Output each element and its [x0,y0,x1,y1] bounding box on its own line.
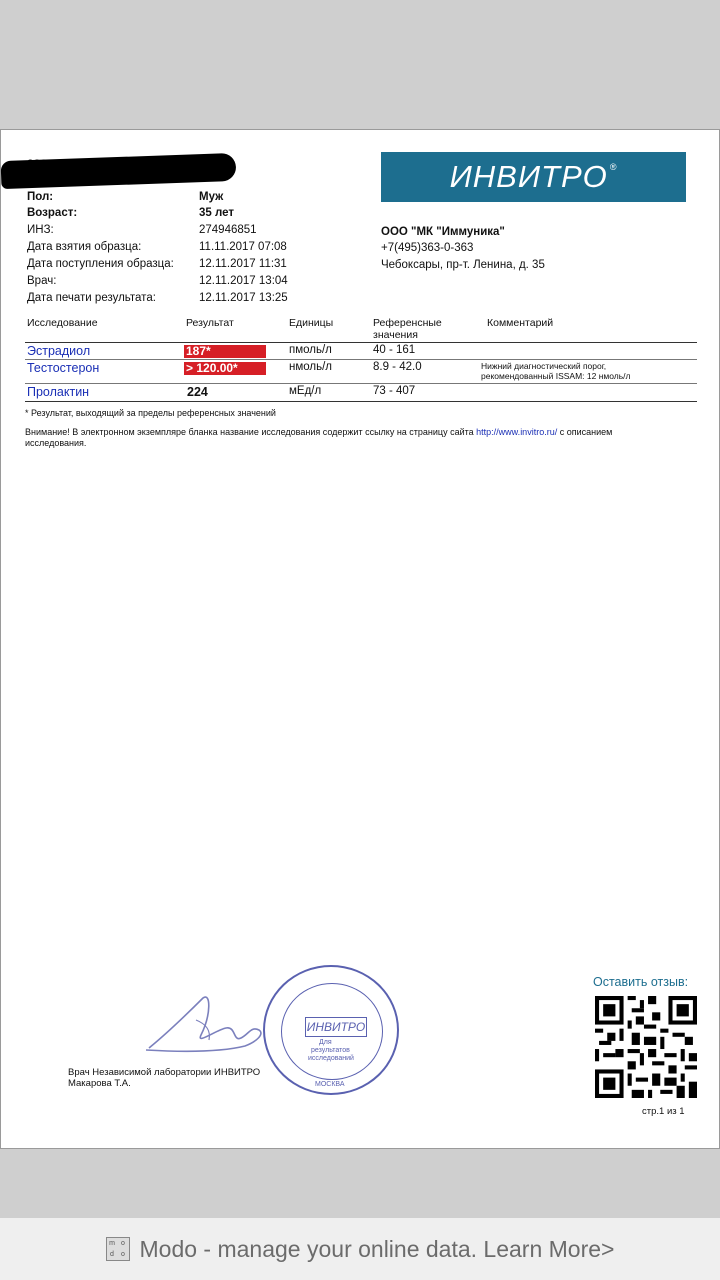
sex-label: Пол: [27,191,54,203]
doctor-value: 12.11.2017 13:04 [199,275,288,287]
table-rule [25,401,697,402]
result-value: 224 [187,385,208,399]
lab-org-name: ООО "МК "Иммуника" [381,226,505,238]
sample-received-value: 12.11.2017 11:31 [199,258,287,270]
signature-scribble [141,990,271,1060]
stamp-text-2: результатов [311,1047,350,1054]
lab-phone: +7(495)363-0-363 [381,242,474,254]
stamp-logo: ИНВИТРО [305,1017,367,1037]
sample-taken-value: 11.11.2017 07:08 [199,241,287,253]
sex-value: Муж [199,191,224,203]
result-units: пмоль/л [289,344,332,356]
col-header-test: Исследование [27,317,98,329]
print-date-label: Дата печати результата: [27,292,156,304]
print-date-value: 12.11.2017 13:25 [199,292,288,304]
row-divider [25,383,697,384]
col-header-result: Результат [186,317,234,329]
result-reference: 73 - 407 [373,385,416,397]
invitro-site-link[interactable]: http://www.invitro.ru/ [476,427,558,437]
modo-banner-text[interactable]: Modo - manage your online data. Learn More> [139,1235,615,1262]
result-reference: 40 - 161 [373,344,416,356]
test-link-estradiol[interactable]: Эстрадиол [27,344,91,358]
doctor-label: Врач: [27,275,57,287]
table-rule [25,342,697,343]
feedback-label: Оставить отзыв: [593,975,689,989]
attention-text: Внимание! В электронном экземпляре бланка название исследования содержит ссылку на страницу сайта [25,427,474,437]
col-header-reference: Референсные значения [373,317,442,341]
attention-note-line2: исследования. [25,438,87,448]
age-label: Возраст: [27,207,78,219]
attention-suffix: с описанием [559,427,613,437]
signature-title: Врач Независимой лаборатории ИНВИТРО [68,1067,261,1078]
result-comment: Нижний диагностический порог, рекомендованный ISSAM: 12 нмоль/л [481,361,631,381]
col-header-units: Единицы [289,317,334,329]
feedback-qr-code[interactable] [595,996,697,1098]
stamp-text-3: исследований [308,1055,354,1062]
result-reference: 8.9 - 42.0 [373,361,422,373]
test-link-prolactin[interactable]: Пролактин [27,385,90,399]
stamp-city: МОСКВА [315,1081,345,1088]
age-value: 35 лет [199,207,235,219]
result-document [0,129,720,1149]
sample-taken-label: Дата взятия образца: [27,241,142,253]
inz-value: 274946851 [199,224,257,236]
inz-label: ИНЗ: [27,224,54,236]
signature-name: Макарова Т.А. [68,1078,131,1089]
row-divider [25,359,697,360]
page-number: стр.1 из 1 [642,1106,685,1117]
lab-address: Чебоксары, пр-т. Ленина, д. 35 [381,259,545,271]
invitro-logo [381,152,686,202]
sample-received-label: Дата поступления образца: [27,258,174,270]
registered-mark: ® [609,162,618,172]
modo-icon: m o d o [106,1237,130,1261]
test-link-testosterone[interactable]: Тестостерон [27,361,100,375]
result-units: нмоль/л [289,361,333,373]
lab-stamp [263,965,399,1095]
result-flagged: > 120.00* [184,362,266,375]
attention-note [25,427,612,437]
invitro-logo-text: ИНВИТРО [449,159,608,194]
result-flagged: 187* [184,345,266,358]
result-units: мЕд/л [289,385,322,397]
col-header-comment: Комментарий [487,317,554,329]
stamp-text-1: Для [319,1039,332,1046]
out-of-range-note: * Результат, выходящий за пределы референсных значений [25,408,276,418]
modo-banner[interactable] [0,1218,720,1280]
